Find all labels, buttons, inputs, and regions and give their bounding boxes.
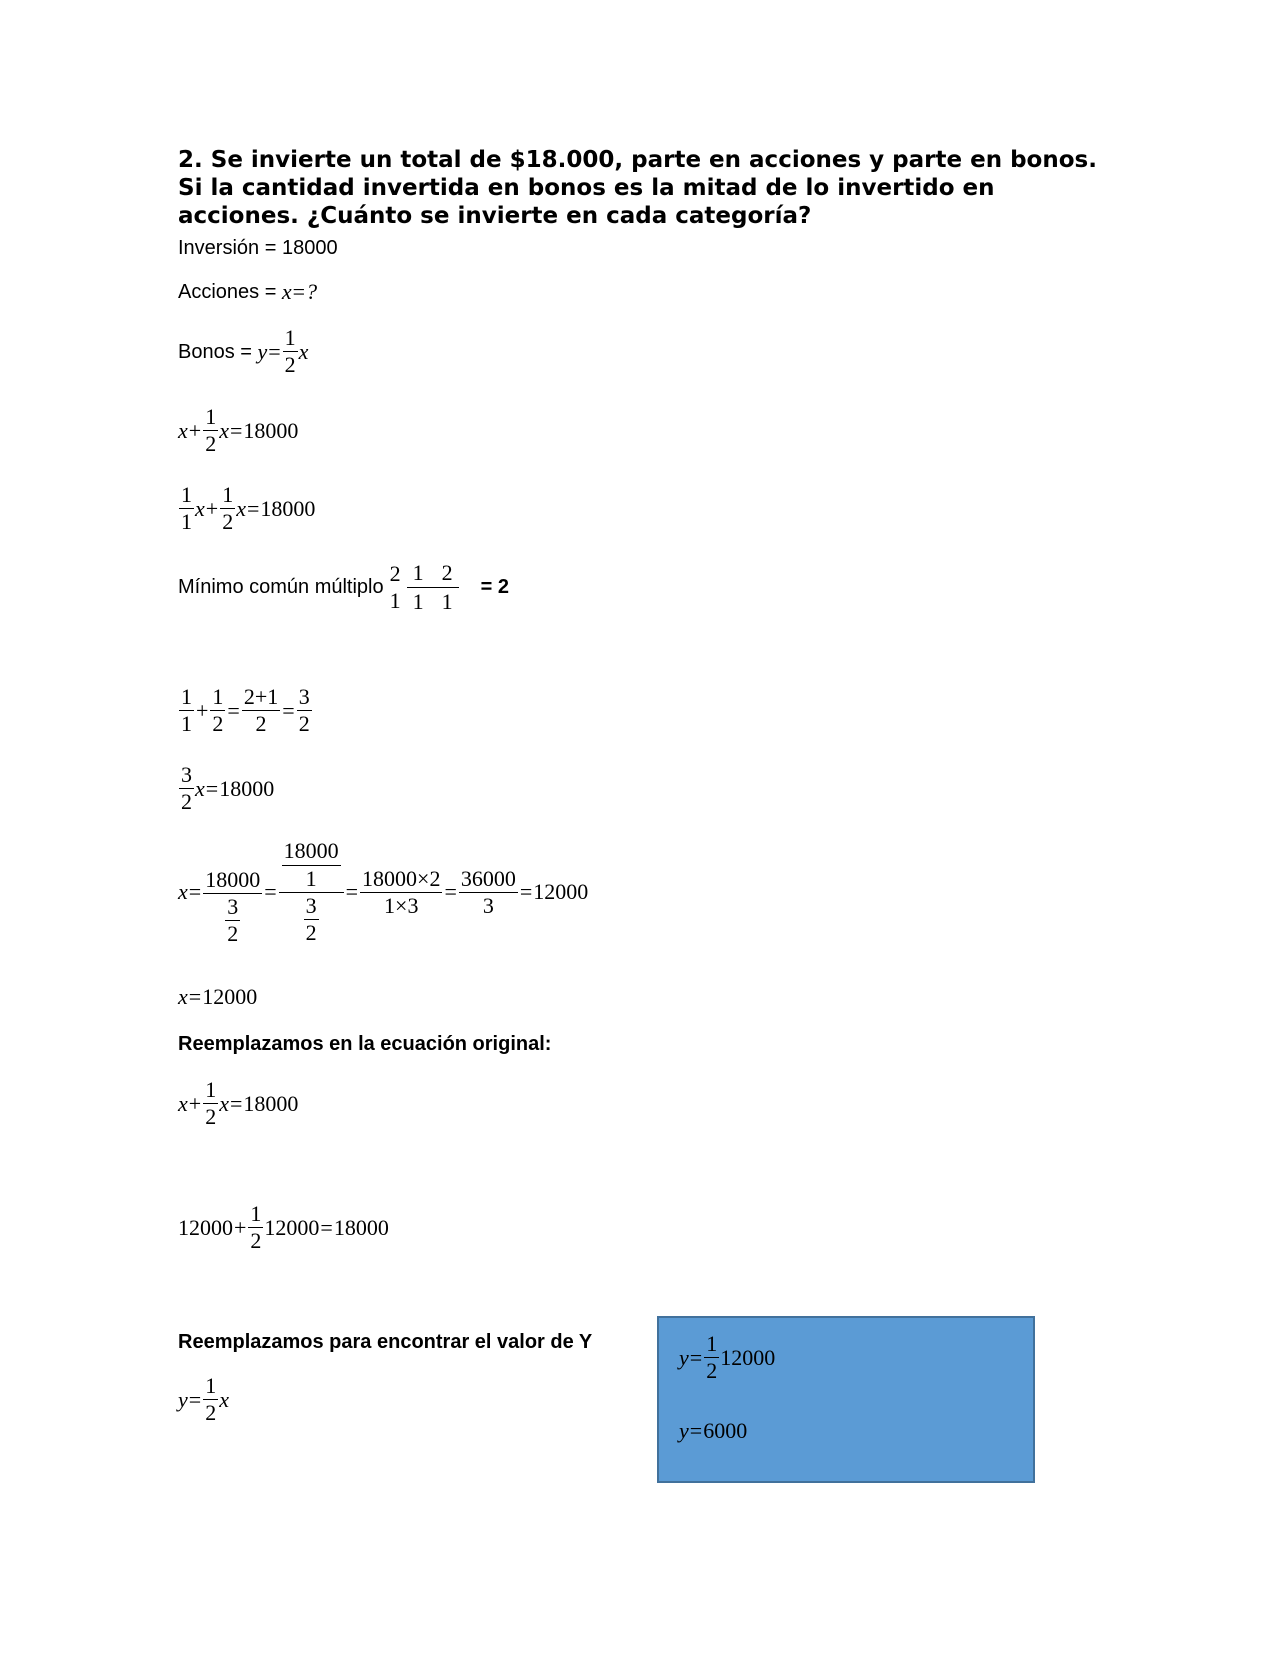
denominator: 2 (706, 1358, 718, 1384)
total-value: 18000 (333, 1214, 389, 1240)
equation-sum: $\frac{1}{1}$ + $\frac{1}{2}$ = $\frac{2+1}{2}$ = $\frac{3}{2}$ (181, 684, 310, 737)
numerator: 18000 (203, 868, 262, 894)
fraction-half (210, 685, 225, 736)
numerator: 1 (248, 1202, 263, 1228)
var-x: x (178, 1090, 188, 1116)
total-value: 18000 (260, 495, 316, 521)
x-value: 12000 (720, 1344, 776, 1370)
denominator: 2 (250, 1228, 262, 1254)
var-x: x (281, 279, 292, 304)
numerator: 1 (203, 405, 218, 431)
denominator: 1 (181, 509, 192, 535)
x-value: 12000 (264, 1214, 320, 1240)
var-y: y (679, 1344, 689, 1370)
equation-original: x + $\frac{1}{2}$ x = 18000 (178, 1077, 299, 1130)
investment-line: Inversión = 18000 (178, 237, 338, 259)
var-x: x (236, 495, 246, 521)
denominator: 2 (205, 1104, 217, 1130)
denominator: 2 (212, 711, 224, 737)
y-result: y = 6000 (679, 1418, 748, 1443)
fraction-one (179, 685, 194, 736)
stocks-var: x = ? (281, 279, 318, 304)
lcm-label: Mínimo común múltiplo (178, 576, 384, 598)
bonds-formula: y = $\frac{1}{2}$ x (257, 325, 309, 378)
var-x: x (178, 984, 188, 1009)
var-x: x (219, 1386, 229, 1412)
denominator: 1 (305, 865, 317, 891)
equation-1: x + $\frac{1}{2}$ x = 18000 (178, 404, 299, 457)
stocks-label: Acciones = (178, 281, 277, 303)
stocks-line (178, 280, 317, 304)
numerator (279, 839, 344, 892)
lcm-cell: 1 (412, 560, 424, 585)
fraction-one (179, 483, 194, 534)
denominator (301, 893, 322, 945)
replace-y-heading: Reemplazamos para encontrar el valor de Y (178, 1331, 593, 1353)
fraction-half (203, 1078, 218, 1129)
lcm-division (407, 559, 459, 615)
lcm-table (384, 559, 459, 615)
complex-fraction-2 (279, 839, 344, 945)
total-value: 18000 (243, 1090, 299, 1116)
lcm-cell: 2 (389, 560, 401, 586)
var-x: x (195, 495, 205, 521)
numerator: 1 (283, 326, 298, 352)
numerator: 3 (297, 685, 312, 711)
denominator: 2 (222, 509, 234, 535)
y-substitution: y = $\frac{1}{2}$ 12000 (679, 1331, 776, 1384)
denominator: 2 (181, 789, 192, 815)
denominator: 2 (255, 711, 267, 737)
numerator: 18000×2 (360, 867, 442, 893)
numerator: 1 (203, 1078, 218, 1104)
numerator: 2+1 (242, 685, 280, 711)
denominator (222, 894, 243, 946)
x-value: 12000 (178, 1214, 233, 1240)
numerator: 36000 (459, 867, 518, 893)
equation-y: y = $\frac{1}{2}$ x (178, 1373, 229, 1426)
var-x: x (195, 775, 205, 801)
lcm-result: = 2 (480, 576, 509, 598)
denominator: 1×3 (384, 892, 419, 918)
bonds-label: Bonos = (178, 340, 252, 363)
fraction-half (203, 1374, 218, 1425)
numerator: 1 (210, 685, 225, 711)
bonds-line (178, 326, 308, 377)
denominator: 2 (205, 431, 217, 457)
var-x: x (219, 1090, 229, 1116)
equation-solve: x = $\frac{18000}{\frac{3}{2}}$ = $\frac{\frac{18000}{1}}{\frac{3}{2}}$ = $\frac{18000\times 2}{1\times 3}$ = $\frac{36000}{3}$ = 12000 (178, 838, 589, 947)
equation-3: $\frac{3}{2}$ x = 18000 (181, 762, 275, 815)
equation-2: $\frac{1}{1}$ x + $\frac{1}{2}$ x = 18000 (181, 482, 316, 535)
replace-original-heading: Reemplazamos en la ecuación original: (178, 1033, 552, 1055)
x-result: 12000 (533, 879, 589, 905)
denominator: 2 (284, 352, 296, 378)
var-y: y (257, 338, 268, 364)
var-x: x (298, 338, 309, 364)
denominator: 2 (205, 1400, 217, 1426)
numerator: 1 (704, 1332, 719, 1358)
total-value: 18000 (219, 775, 275, 801)
numerator: 1 (203, 1374, 218, 1400)
numerator: 3 (304, 894, 319, 920)
equation-check: 12000 + $\frac{1}{2}$ 12000 = 18000 (178, 1201, 389, 1254)
denominator: 2 (227, 921, 239, 947)
var-x: x (178, 417, 188, 443)
var-y: y (679, 1418, 689, 1443)
fraction-half (248, 1202, 263, 1253)
problem-title: 2. Se invierte un total de $18.000, parte en acciones y parte en bonos. Si la cantidad invertida en bonos es la mitad de lo invertido en acciones. ¿Cuánto se invierte en cada categoría? (178, 147, 1097, 229)
result-box (657, 1316, 1035, 1483)
fraction-product (360, 867, 442, 918)
var-x: x (219, 417, 229, 443)
lcm-cell: 1 (441, 588, 453, 614)
numerator: 3 (179, 763, 194, 789)
denominator: 3 (482, 892, 494, 918)
numerator: 1 (179, 483, 194, 509)
fraction-sum (242, 685, 280, 736)
lcm-cell: 2 (441, 560, 453, 585)
numerator: 1 (179, 685, 194, 711)
y-value: 6000 (703, 1418, 748, 1443)
numerator: 1 (220, 483, 235, 509)
total-value: 18000 (243, 417, 299, 443)
lcm-cell: 1 (412, 588, 424, 614)
fraction-half (220, 483, 235, 534)
fraction-half (283, 326, 298, 377)
fraction-half (704, 1332, 719, 1383)
complex-fraction-1 (203, 868, 262, 947)
denominator: 2 (298, 711, 310, 737)
unknown-mark: ? (306, 279, 318, 304)
fraction-three-halves (179, 763, 194, 814)
fraction-three-halves (297, 685, 312, 736)
lcm-cell: 1 (389, 588, 401, 613)
denominator: 1 (181, 711, 192, 737)
fraction-half (203, 405, 218, 456)
denominator: 2 (305, 919, 317, 945)
lcm-line (178, 559, 509, 615)
numerator: 3 (225, 895, 240, 921)
fraction-doubled (459, 867, 518, 918)
var-x: x (178, 879, 188, 905)
numerator: 18000 (282, 839, 341, 865)
x-solution: x = 12000 (178, 984, 258, 1009)
x-value: 12000 (202, 984, 258, 1009)
var-y: y (178, 1386, 188, 1412)
lcm-column-1 (390, 560, 401, 615)
